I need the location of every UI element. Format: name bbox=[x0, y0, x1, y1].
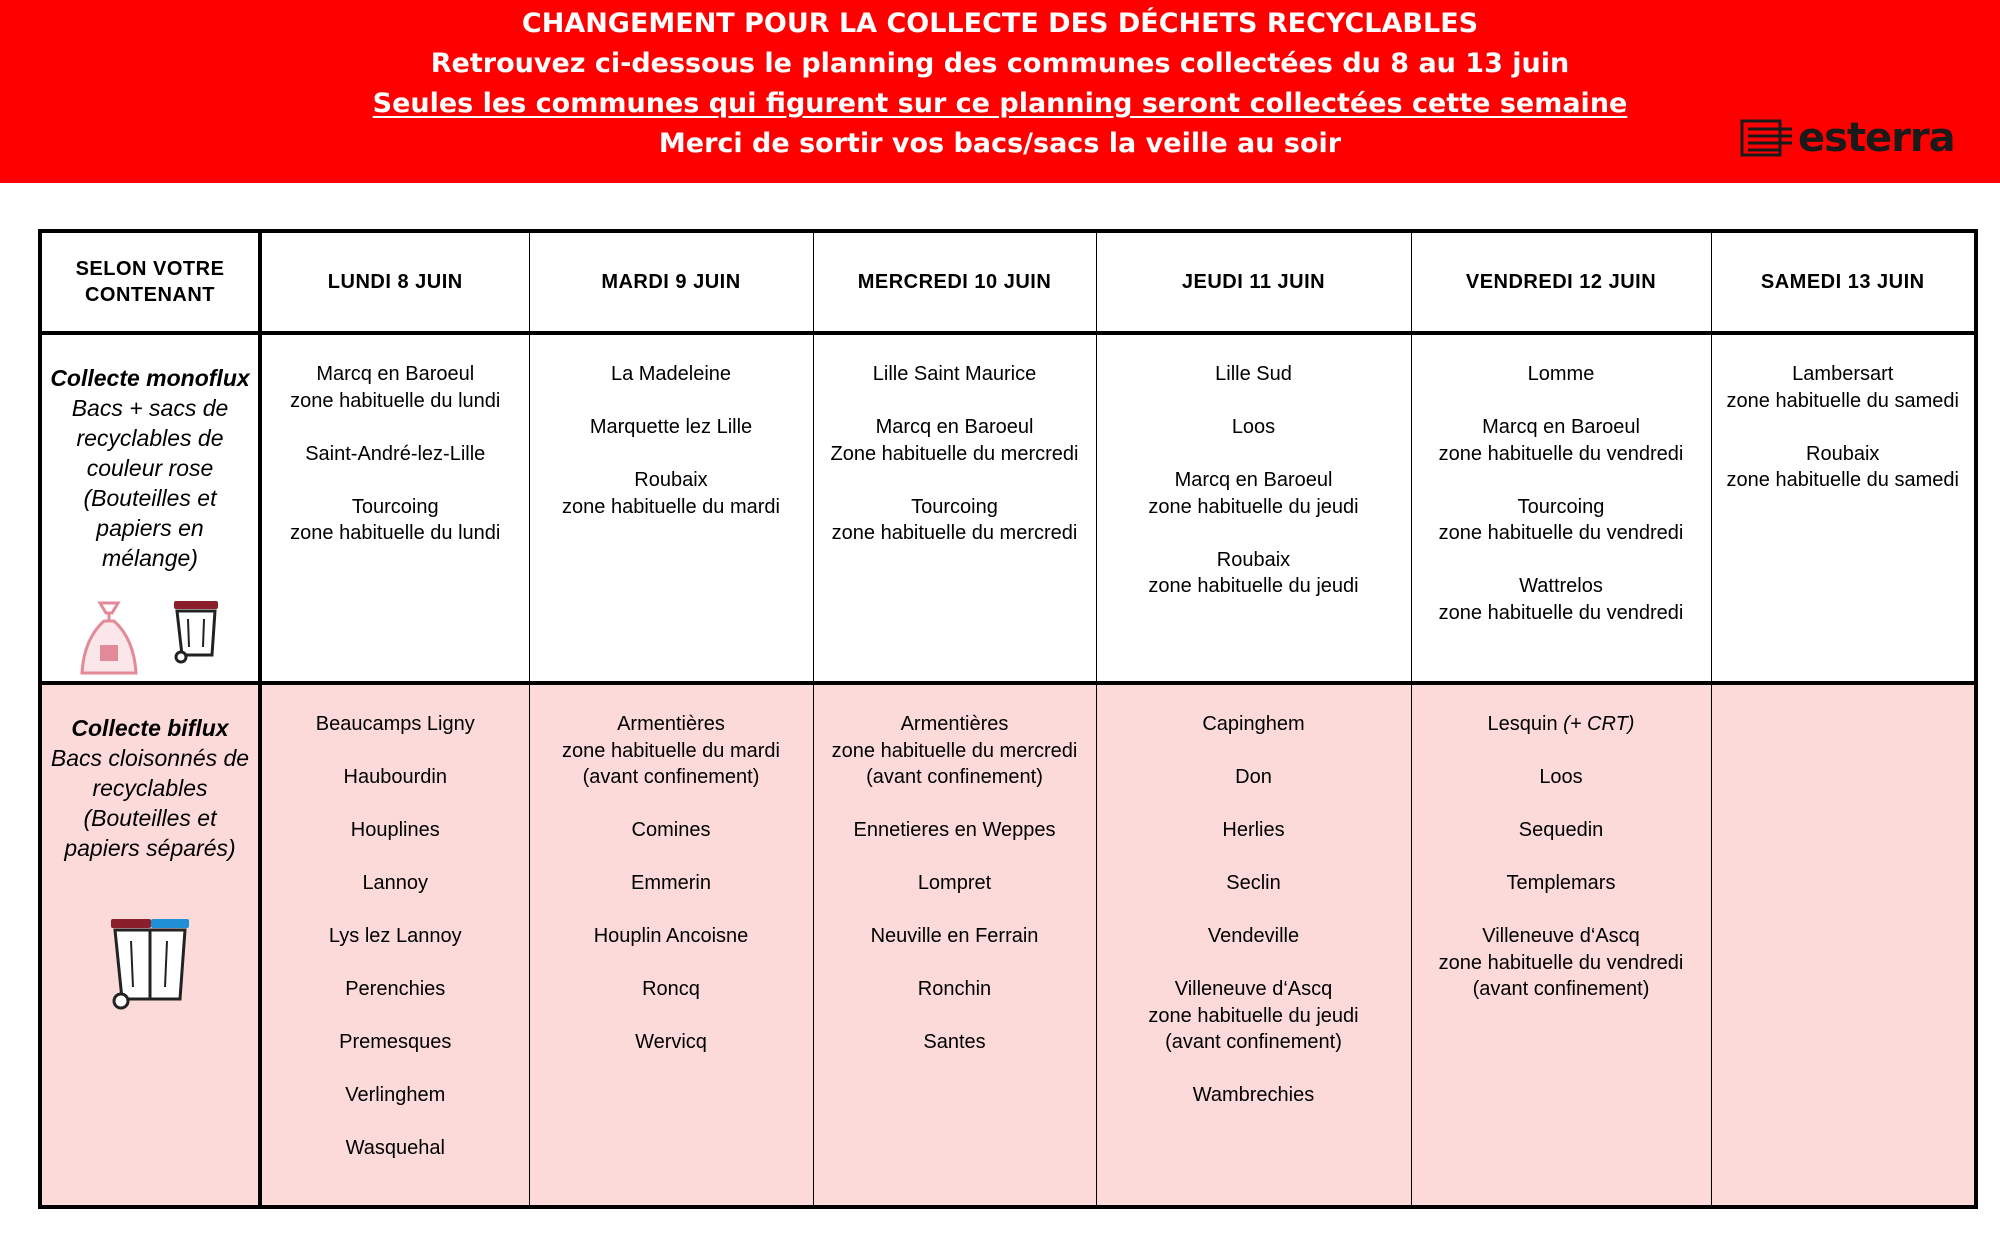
commune-name: Santes bbox=[923, 1031, 986, 1053]
commune-entry bbox=[1712, 361, 1975, 414]
day-cell bbox=[1411, 683, 1711, 1207]
commune-entry bbox=[262, 764, 529, 791]
day-cell bbox=[813, 333, 1096, 683]
commune-name: Houplin Ancoisne bbox=[593, 925, 749, 947]
banner-title: CHANGEMENT POUR LA COLLECTE DES DÉCHETS RECYCLABLES bbox=[521, 8, 1479, 39]
commune-entry bbox=[1412, 870, 1711, 897]
commune-name: Marquette lez Lille bbox=[589, 416, 753, 438]
day-cell bbox=[1711, 683, 1976, 1207]
commune-list bbox=[814, 685, 1096, 1056]
commune-name: Marcq en Baroeul bbox=[1174, 469, 1333, 491]
commune-detail: zone habituelle du mercredi bbox=[831, 522, 1078, 544]
commune-entry bbox=[814, 361, 1096, 388]
commune-name: La Madeleine bbox=[610, 363, 732, 385]
commune-name: Wasquehal bbox=[345, 1137, 445, 1159]
commune-name: Neuville en Ferrain bbox=[870, 925, 1039, 947]
commune-list bbox=[1412, 685, 1711, 1003]
pink-bag-icon bbox=[78, 599, 140, 677]
commune-name: Beaucamps Ligny bbox=[315, 713, 475, 735]
commune-entry bbox=[530, 414, 813, 441]
commune-entry bbox=[1097, 547, 1411, 600]
day-cell bbox=[260, 683, 529, 1207]
commune-detail: zone habituelle du samedi bbox=[1726, 389, 1959, 412]
commune-list bbox=[1412, 335, 1711, 626]
commune-entry bbox=[814, 711, 1096, 791]
commune-detail: zone habituelle du jeudi bbox=[1148, 495, 1359, 518]
commune-name: Wattrelos bbox=[1519, 575, 1603, 597]
commune-list bbox=[1097, 685, 1411, 1109]
commune-entry bbox=[262, 1029, 529, 1056]
commune-entry bbox=[1412, 361, 1711, 388]
commune-name: Verlinghem bbox=[345, 1084, 446, 1106]
commune-entry bbox=[1097, 467, 1411, 520]
day-cell bbox=[813, 683, 1096, 1207]
commune-entry bbox=[1712, 441, 1975, 494]
day-cell bbox=[529, 683, 813, 1207]
commune-entry bbox=[262, 361, 529, 414]
commune-entry bbox=[814, 494, 1096, 547]
commune-name: Loos bbox=[1231, 416, 1276, 438]
commune-name: Lannoy bbox=[362, 872, 429, 894]
commune-entry bbox=[530, 1029, 813, 1056]
commune-entry bbox=[1412, 414, 1711, 467]
commune-detail: zone habituelle du jeudi bbox=[1148, 575, 1359, 597]
commune-detail: Zone habituelle du mercredi bbox=[830, 442, 1079, 465]
commune-name: Roubaix bbox=[634, 469, 708, 491]
row-description: Bacs cloisonnés de recyclables (Bouteilles et papiers séparés) bbox=[50, 745, 250, 861]
commune-name: Saint-André-lez-Lille bbox=[305, 442, 486, 465]
commune-detail: zone habituelle du mardi bbox=[562, 739, 780, 762]
column-header-day: MERCREDI 10 JUIN bbox=[813, 231, 1096, 333]
commune-entry bbox=[1097, 817, 1411, 844]
commune-list bbox=[530, 685, 813, 1056]
commune-name: Marcq en Baroeul bbox=[1482, 416, 1640, 438]
commune-name: Comines bbox=[631, 819, 711, 841]
commune-entry bbox=[1097, 414, 1411, 441]
row-title: Collecte monoflux bbox=[50, 365, 250, 391]
commune-detail: zone habituelle du lundi bbox=[290, 522, 501, 544]
commune-detail: (avant confinement) bbox=[1165, 1031, 1342, 1053]
commune-name: Armentières bbox=[900, 713, 1009, 735]
logo-text: esterra bbox=[1798, 115, 1955, 161]
column-header-day: JEUDI 11 JUIN bbox=[1096, 231, 1411, 333]
commune-list bbox=[814, 335, 1096, 547]
commune-entry bbox=[530, 817, 813, 844]
divided-bin-icon bbox=[105, 915, 195, 1013]
banner-warning: Seules les communes qui figurent sur ce planning seront collectées cette semaine bbox=[372, 88, 1628, 119]
commune-entry bbox=[1097, 361, 1411, 388]
header-banner bbox=[0, 0, 2000, 183]
day-cell bbox=[1711, 333, 1976, 683]
commune-entry bbox=[262, 817, 529, 844]
esterra-logo bbox=[1740, 115, 1955, 161]
commune-entry bbox=[262, 976, 529, 1003]
commune-list bbox=[262, 685, 529, 1162]
commune-name: Wambrechies bbox=[1192, 1084, 1315, 1106]
day-cell bbox=[260, 333, 529, 683]
commune-entry bbox=[530, 870, 813, 897]
day-cell bbox=[1411, 333, 1711, 683]
commune-name: Tourcoing bbox=[1517, 495, 1605, 518]
row-label-biflux bbox=[40, 683, 260, 1207]
commune-name: Seclin bbox=[1226, 872, 1281, 894]
commune-name: Wervicq bbox=[635, 1031, 707, 1053]
banner-instruction: Merci de sortir vos bacs/sacs la veille au soir bbox=[658, 128, 1342, 159]
day-cell bbox=[529, 333, 813, 683]
commune-name: Roubaix bbox=[1806, 442, 1880, 465]
commune-entry bbox=[1097, 870, 1411, 897]
commune-name: Loos bbox=[1539, 766, 1583, 788]
commune-entry bbox=[814, 1029, 1096, 1056]
commune-entry bbox=[262, 923, 529, 950]
commune-name: Herlies bbox=[1222, 819, 1285, 841]
commune-name: Lys lez Lannoy bbox=[328, 925, 462, 947]
commune-entry bbox=[262, 441, 529, 468]
commune-name: Haubourdin bbox=[343, 766, 447, 788]
commune-entry bbox=[1412, 573, 1711, 626]
commune-name: Emmerin bbox=[630, 872, 711, 894]
commune-entry bbox=[530, 467, 813, 520]
commune-name: Premesques bbox=[339, 1031, 452, 1053]
column-header-day: MARDI 9 JUIN bbox=[529, 231, 813, 333]
column-header-container: SELON VOTRE CONTENANT bbox=[40, 231, 260, 333]
table-header-row bbox=[40, 231, 1976, 333]
commune-name: Lompret bbox=[917, 872, 992, 894]
commune-detail: zone habituelle du mercredi bbox=[831, 739, 1078, 762]
commune-entry bbox=[530, 361, 813, 388]
commune-entry bbox=[1412, 711, 1711, 738]
commune-entry bbox=[1097, 923, 1411, 950]
commune-list bbox=[1712, 335, 1975, 494]
commune-name: Ronchin bbox=[917, 978, 992, 1000]
commune-name: Lesquin (+ CRT) bbox=[1487, 713, 1635, 735]
commune-list bbox=[1097, 335, 1411, 600]
wheelie-bin-icon bbox=[170, 599, 222, 665]
row-description: Bacs + sacs de recyclables de couleur rose (Bouteilles et papiers en mélange) bbox=[71, 395, 229, 571]
commune-name: Houplines bbox=[350, 819, 440, 841]
commune-detail: zone habituelle du vendredi bbox=[1438, 522, 1684, 544]
commune-list bbox=[1712, 685, 1975, 711]
commune-name: Lille Sud bbox=[1215, 363, 1292, 385]
day-cell bbox=[1096, 333, 1411, 683]
commune-entry bbox=[814, 976, 1096, 1003]
commune-entry bbox=[1412, 764, 1711, 791]
commune-name: Lambersart bbox=[1792, 363, 1894, 385]
commune-name: Tourcoing bbox=[351, 495, 439, 518]
collection-schedule-table bbox=[38, 229, 1978, 1209]
commune-name: Marcq en Baroeul bbox=[316, 363, 475, 385]
commune-name: Villeneuve d‘Ascq bbox=[1174, 978, 1333, 1000]
column-header-day: LUNDI 8 JUIN bbox=[260, 231, 529, 333]
commune-detail: zone habituelle du vendredi bbox=[1438, 951, 1684, 974]
commune-entry bbox=[814, 817, 1096, 844]
commune-name: Perenchies bbox=[345, 978, 446, 1000]
column-header-day: SAMEDI 13 JUIN bbox=[1711, 231, 1976, 333]
commune-detail: zone habituelle du vendredi bbox=[1438, 601, 1684, 624]
commune-name: Armentières bbox=[617, 713, 725, 735]
commune-entry bbox=[814, 870, 1096, 897]
commune-entry bbox=[530, 976, 813, 1003]
commune-name: Roubaix bbox=[1216, 548, 1291, 571]
commune-entry bbox=[814, 923, 1096, 950]
commune-entry bbox=[814, 414, 1096, 467]
commune-entry bbox=[1412, 494, 1711, 547]
commune-entry bbox=[1412, 923, 1711, 1003]
commune-name: Tourcoing bbox=[911, 495, 998, 518]
commune-detail: zone habituelle du mardi bbox=[562, 495, 780, 518]
commune-detail: zone habituelle du vendredi bbox=[1438, 442, 1684, 465]
commune-entry bbox=[262, 870, 529, 897]
commune-detail: (avant confinement) bbox=[866, 766, 1043, 788]
commune-entry bbox=[530, 711, 813, 791]
commune-entry bbox=[1097, 711, 1411, 738]
day-cell bbox=[1096, 683, 1411, 1207]
commune-entry bbox=[262, 1082, 529, 1109]
commune-name: Vendeville bbox=[1207, 925, 1300, 947]
commune-list bbox=[530, 335, 813, 520]
commune-entry bbox=[1097, 976, 1411, 1056]
commune-detail: zone habituelle du lundi bbox=[290, 389, 501, 412]
commune-entry bbox=[1097, 764, 1411, 791]
commune-detail: (avant confinement) bbox=[582, 766, 760, 788]
commune-detail: zone habituelle du samedi bbox=[1726, 469, 1959, 491]
row-title: Collecte biflux bbox=[71, 715, 229, 741]
table-row-monoflux bbox=[40, 333, 1976, 683]
banner-subtitle: Retrouvez ci-dessous le planning des communes collectées du 8 au 13 juin bbox=[430, 48, 1570, 79]
row-label-monoflux bbox=[40, 333, 260, 683]
commune-entry bbox=[1412, 817, 1711, 844]
logo-mark-icon bbox=[1740, 119, 1796, 157]
commune-entry bbox=[530, 923, 813, 950]
commune-name: Lomme bbox=[1527, 363, 1595, 385]
commune-name: Marcq en Baroeul bbox=[875, 416, 1034, 438]
commune-entry bbox=[262, 1135, 529, 1162]
commune-name: Lille Saint Maurice bbox=[872, 363, 1037, 385]
commune-name: Don bbox=[1235, 766, 1272, 788]
commune-entry bbox=[262, 494, 529, 547]
commune-name: Sequedin bbox=[1518, 819, 1604, 841]
table-row-biflux bbox=[40, 683, 1976, 1207]
commune-name: Villeneuve d‘Ascq bbox=[1482, 925, 1640, 947]
commune-name: Roncq bbox=[642, 978, 700, 1000]
commune-list bbox=[262, 335, 529, 547]
commune-name: Ennetieres en Weppes bbox=[853, 819, 1056, 841]
commune-entry bbox=[262, 711, 529, 738]
commune-detail: zone habituelle du jeudi bbox=[1148, 1004, 1359, 1027]
commune-name: Templemars bbox=[1506, 872, 1616, 894]
commune-entry bbox=[1097, 1082, 1411, 1109]
column-header-day: VENDREDI 12 JUIN bbox=[1411, 231, 1711, 333]
commune-detail: (avant confinement) bbox=[1472, 978, 1650, 1000]
commune-name: Capinghem bbox=[1202, 713, 1305, 735]
